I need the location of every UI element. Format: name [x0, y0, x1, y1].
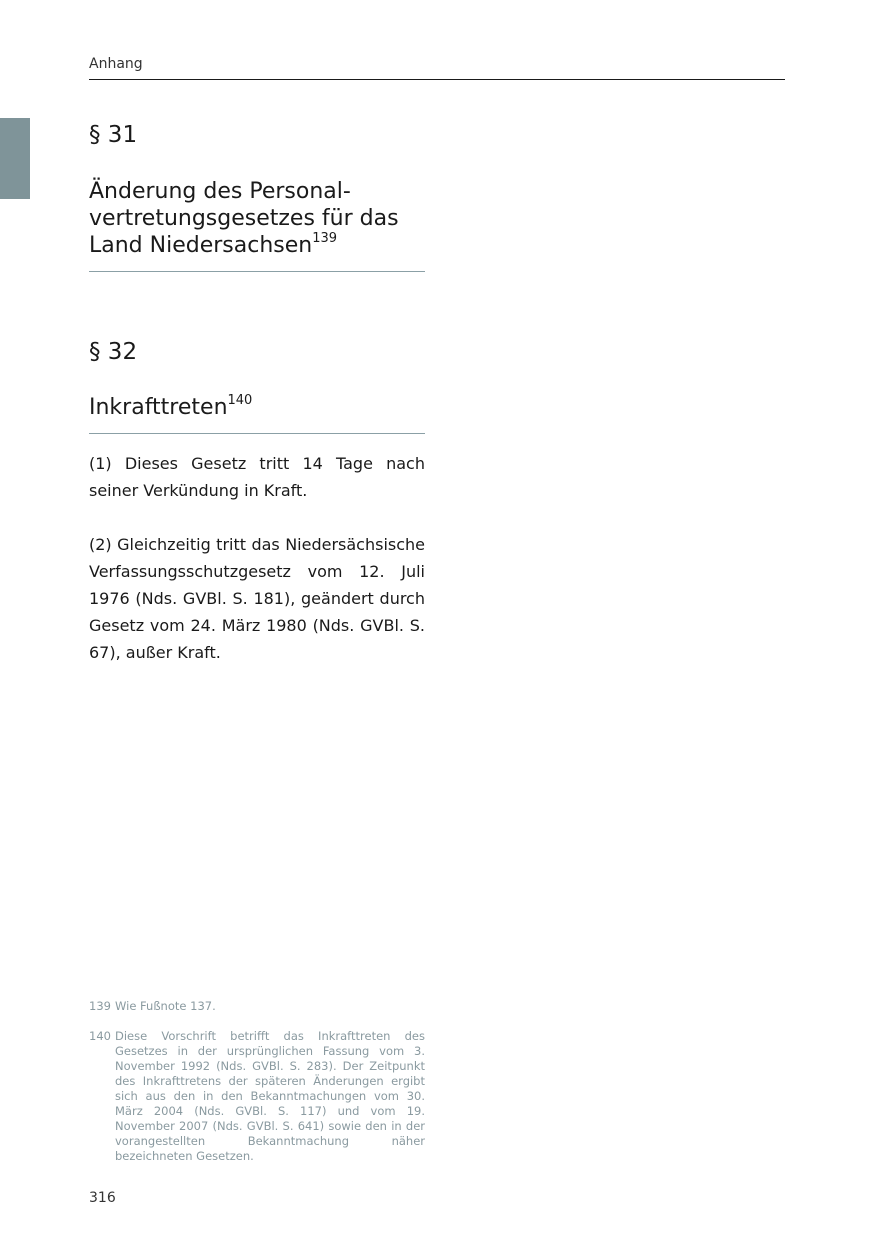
- section-32-title: [89, 394, 429, 421]
- section-31-title-line-1: Änderung des Personal-: [89, 179, 351, 204]
- footnote-140: [89, 1029, 425, 1164]
- section-31-divider: [89, 271, 425, 272]
- footnotes: [89, 999, 425, 1164]
- footnote-number: 139: [89, 999, 111, 1013]
- footnote-text: Diese Vorschrift betrifft das Inkrafttreten des Gesetzes in der ursprünglichen Fassung vom 3. November 1992 (Nds. GVBl. S. 283). Der Zeitpunkt des Inkrafttretens der späteren Änderungen ergibt sich aus den in den Bekanntmachungen vom 30. März 2004 (Nds. GVBl. S. 117) und vom 19. November 2007 (Nds. GVBl. S. 641) sowie den in der vorangestellten Bekanntmachung näher bezeichneten Gesetzen.: [115, 1029, 425, 1163]
- footnote-text: Wie Fußnote 137.: [115, 999, 216, 1013]
- footnote-ref-140[interactable]: 140: [227, 393, 253, 408]
- section-32-title-text: Inkrafttreten: [89, 395, 228, 420]
- header-divider: [89, 79, 785, 80]
- footnote-number: 140: [89, 1029, 111, 1043]
- section-32-paragraph-2: (2) Gleichzeitig tritt das Niedersächsische Verfassungsschutzgesetz vom 12. Juli 1976 (Nds. GVBl. S. 181), geändert durch Gesetz vom 24. März 1980 (Nds. GVBl. S. 67), außer Kraft.: [89, 535, 425, 662]
- footnote-139: [89, 999, 425, 1014]
- section-32-paragraph-1: (1) Dieses Gesetz tritt 14 Tage nach seiner Verkündung in Kraft.: [89, 454, 425, 500]
- section-31-title-line-2: vertretungsgesetzes für das: [89, 206, 399, 231]
- page-number: 316: [89, 1190, 116, 1206]
- section-31-title-line-3: Land Niedersachsen: [89, 233, 313, 258]
- footnote-ref-139[interactable]: 139: [312, 231, 338, 246]
- section-31-title: [89, 178, 429, 259]
- running-header: Anhang: [89, 56, 143, 72]
- chapter-tab-marker: [0, 118, 30, 199]
- section-31-number: § 31: [89, 122, 138, 148]
- section-32-divider: [89, 433, 425, 434]
- section-32-number: § 32: [89, 339, 138, 365]
